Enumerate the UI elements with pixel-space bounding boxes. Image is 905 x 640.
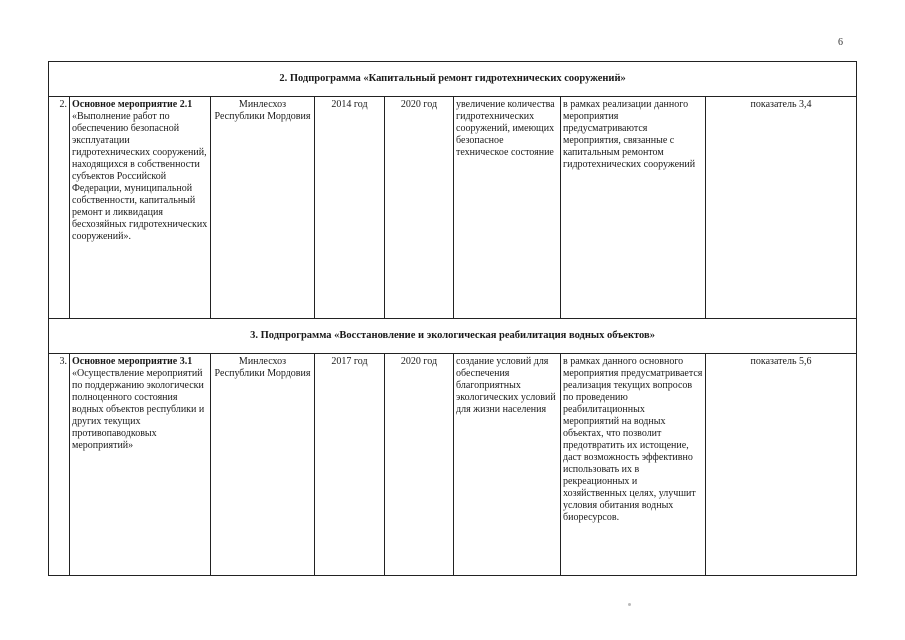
- program-table: [48, 61, 857, 576]
- row-number: 3.: [49, 354, 70, 576]
- expected-result-cell: увеличение количества гидротехнических сооружений, имеющих безопасное техническое состояние: [454, 97, 561, 319]
- measure-description: «Осуществление мероприятий по поддержанию экологически полноценного состояния водных объектов республики и других текущих противопаводковых мероприятий»: [72, 368, 205, 451]
- measure-description: «Выполнение работ по обеспечению безопасной эксплуатации гидротехнических сооружений, находящихся в собственности субъектов Российской Федерации, муниципальной собственности, капитальный ремонт и ликвидация бесхозяйных гидротехнических сооружений».: [72, 111, 208, 242]
- measure-title-cell: [70, 354, 211, 576]
- end-year-cell: 2020 год: [385, 97, 454, 319]
- measure-title: Основное мероприятие 2.1: [72, 99, 193, 110]
- executor-cell: Минлесхоз Республики Мордовия: [211, 97, 315, 319]
- relation-cell: в рамках данного основного мероприятия предусматривается реализация текущих вопросов по проведению реабилитационных мероприятий на водных объектах, что позволит предотвратить их истощение, даст возможность эффективно использовать их в рекреационных и хозяйственных целях, улучшит условия обитания водных биоресурсов.: [561, 354, 706, 576]
- section-heading: 3. Подпрограмма «Восстановление и экологическая реабилитация водных объектов»: [49, 319, 857, 354]
- start-year-cell: 2017 год: [315, 354, 385, 576]
- section-row-2: [49, 62, 857, 97]
- scan-speck: [628, 603, 631, 606]
- expected-result-cell: создание условий для обеспечения благоприятных экологических условий для жизни населения: [454, 354, 561, 576]
- indicator-cell: показатель 5,6: [706, 354, 857, 576]
- measure-title: Основное мероприятие 3.1: [72, 356, 193, 367]
- table-row: [49, 354, 857, 576]
- end-year-cell: 2020 год: [385, 354, 454, 576]
- row-number: 2.: [49, 97, 70, 319]
- measure-title-cell: [70, 97, 211, 319]
- start-year-cell: 2014 год: [315, 97, 385, 319]
- section-heading: 2. Подпрограмма «Капитальный ремонт гидротехнических сооружений»: [49, 62, 857, 97]
- section-row-3: [49, 319, 857, 354]
- indicator-cell: показатель 3,4: [706, 97, 857, 319]
- relation-cell: в рамках реализации данного мероприятия предусматриваются мероприятия, связанные с капитальным ремонтом гидротехнических сооружений: [561, 97, 706, 319]
- table-row: [49, 97, 857, 319]
- executor-cell: Минлесхоз Республики Мордовия: [211, 354, 315, 576]
- page-number: 6: [838, 37, 843, 48]
